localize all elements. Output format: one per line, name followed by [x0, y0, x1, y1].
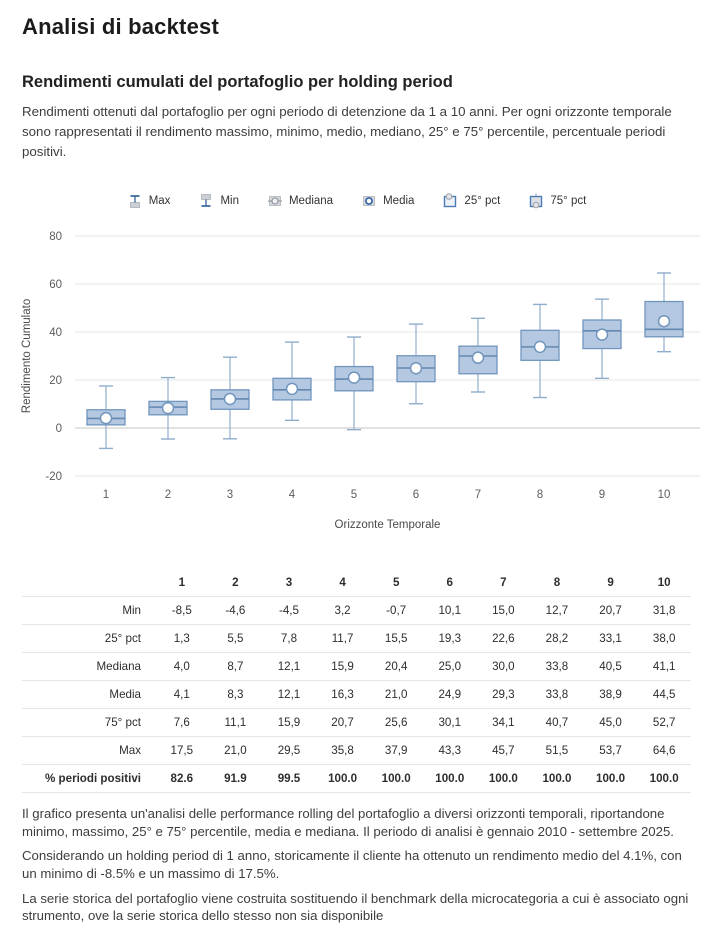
table-cell: 25,6 [369, 708, 423, 736]
table-cell: 12,1 [262, 652, 316, 680]
mean-marker [535, 341, 546, 352]
table-cell: 51,5 [530, 736, 584, 764]
table-cell: 38,9 [584, 680, 638, 708]
table-corner-cell [22, 568, 155, 597]
media-icon [361, 193, 377, 209]
table-cell: 100.0 [477, 764, 531, 792]
column-header: 5 [369, 568, 423, 597]
column-header: 2 [209, 568, 263, 597]
table-row [22, 708, 691, 736]
box-group-4 [273, 342, 311, 420]
table-row [22, 624, 691, 652]
legend-label: Media [383, 194, 415, 207]
table-cell: 15,5 [369, 624, 423, 652]
table-row [22, 680, 691, 708]
y-tick-label: 80 [49, 230, 62, 243]
x-tick-label: 9 [598, 488, 606, 501]
x-tick-label: 7 [474, 488, 482, 501]
table-cell: 31,8 [637, 596, 691, 624]
legend-label: 75° pct [550, 194, 587, 207]
x-tick-label: 4 [288, 488, 296, 501]
table-cell: 41,1 [637, 652, 691, 680]
table-cell: 20,7 [316, 708, 370, 736]
table-cell: 64,6 [637, 736, 691, 764]
legend-label: 25° pct [464, 194, 501, 207]
table-cell: 45,7 [477, 736, 531, 764]
table-cell: 17,5 [155, 736, 209, 764]
row-label: Media [22, 680, 155, 708]
boxplot-chart [0, 222, 713, 538]
table-cell: -0,7 [369, 596, 423, 624]
table-cell: 4,0 [155, 652, 209, 680]
table-cell: 15,9 [262, 708, 316, 736]
mean-marker [473, 352, 484, 363]
table-cell: 21,0 [369, 680, 423, 708]
table-cell: 11,1 [209, 708, 263, 736]
table-cell: 25,0 [423, 652, 477, 680]
table-row [22, 596, 691, 624]
table-cell: 28,2 [530, 624, 584, 652]
table-cell: 29,5 [262, 736, 316, 764]
table-cell: 99.5 [262, 764, 316, 792]
table-cell: 8,3 [209, 680, 263, 708]
mean-marker [597, 329, 608, 340]
mean-marker [411, 363, 422, 374]
table-cell: 30,0 [477, 652, 531, 680]
table-cell: 12,7 [530, 596, 584, 624]
table-cell: 15,9 [316, 652, 370, 680]
table-cell: 100.0 [316, 764, 370, 792]
x-tick-label: 5 [350, 488, 358, 501]
section-description: Rendimenti ottenuti dal portafoglio per ogni periodo di detenzione da 1 a 10 anni. Per ogni orizzonte temporale sono rappresentati il rendimento massimo, minimo, medio, mediano, 25° e 75° percentile, percentuale periodi positivi. [22, 104, 672, 159]
x-tick-label: 10 [657, 488, 671, 501]
table-cell: 35,8 [316, 736, 370, 764]
table-cell: 33,8 [530, 652, 584, 680]
footer-paragraph-analysis-period: Il grafico presenta un'analisi delle performance rolling del portafoglio a diversi orizzonti temporali, riportandone minimo, massimo, 25° e 75° percentile, media e mediana. Il periodo di analisi è gennaio 2010 - settembre 2025. [22, 805, 674, 839]
table-row [22, 764, 691, 792]
table-cell: 100.0 [423, 764, 477, 792]
mean-marker [349, 372, 360, 383]
x-tick-label: 8 [536, 488, 544, 501]
x-tick-label: 1 [102, 488, 110, 501]
table-row [22, 736, 691, 764]
mean-marker [225, 393, 236, 404]
table-cell: 44,5 [637, 680, 691, 708]
table-cell: 53,7 [584, 736, 638, 764]
page-title: Analisi di backtest [22, 14, 219, 39]
table-body [22, 596, 691, 792]
table-cell: 24,9 [423, 680, 477, 708]
table-cell: 29,3 [477, 680, 531, 708]
pct25-icon [442, 193, 458, 209]
table-cell: 19,3 [423, 624, 477, 652]
table-cell: 34,1 [477, 708, 531, 736]
table-cell: 4,1 [155, 680, 209, 708]
legend-item-pct25 [442, 193, 500, 209]
row-label: % periodi positivi [22, 764, 155, 792]
y-tick-label: 40 [49, 326, 62, 339]
box-group-5 [335, 337, 373, 430]
y-tick-label: 0 [55, 422, 62, 435]
legend-item-media [361, 193, 414, 209]
y-axis-title: Rendimento Cumulato [21, 298, 33, 414]
footer-paragraph-series-note: La serie storica del portafoglio viene costruita sostituendo il benchmark della microcategoria a cui è associato ogni strumento, ove la serie storica dello stesso non sia disponibile [22, 890, 689, 924]
x-tick-label: 2 [164, 488, 172, 501]
column-header: 8 [530, 568, 584, 597]
table-row [22, 652, 691, 680]
table-cell: 8,7 [209, 652, 263, 680]
section-title: Rendimenti cumulati del portafoglio per holding period [22, 73, 453, 91]
row-label: 25° pct [22, 624, 155, 652]
table-cell: 16,3 [316, 680, 370, 708]
table-cell: 15,0 [477, 596, 531, 624]
box-group-1 [87, 386, 125, 448]
max-icon [127, 193, 143, 209]
chart-legend [0, 192, 713, 210]
table-cell: 5,5 [209, 624, 263, 652]
table-cell: -4,6 [209, 596, 263, 624]
min-icon [198, 193, 214, 209]
legend-label: Mediana [288, 194, 334, 207]
box-group-6 [397, 324, 435, 404]
box-group-7 [459, 318, 497, 392]
legend-item-max [127, 193, 171, 209]
table-cell: 100.0 [369, 764, 423, 792]
table-cell: 10,1 [423, 596, 477, 624]
row-label: 75° pct [22, 708, 155, 736]
row-label: Min [22, 596, 155, 624]
legend-item-mediana [267, 193, 333, 209]
table-cell: 40,5 [584, 652, 638, 680]
table-cell: 30,1 [423, 708, 477, 736]
row-label: Mediana [22, 652, 155, 680]
table-cell: 7,6 [155, 708, 209, 736]
table-cell: 20,7 [584, 596, 638, 624]
table-header-row [22, 568, 691, 597]
footer-paragraph-holding-period: Considerando un holding period di 1 anno, storicamente il cliente ha ottenuto un rendimento medio del 4.1%, con un minimo di -8.5% e un massimo di 17.5%. [22, 848, 682, 881]
table-cell: 100.0 [530, 764, 584, 792]
statistics-table [22, 568, 691, 793]
box-group-8 [521, 304, 559, 397]
table-cell: 82.6 [155, 764, 209, 792]
table-cell: 11,7 [316, 624, 370, 652]
mean-marker [659, 316, 670, 327]
table-cell: 3,2 [316, 596, 370, 624]
table-cell: -8,5 [155, 596, 209, 624]
table-cell: 12,1 [262, 680, 316, 708]
row-label: Max [22, 736, 155, 764]
y-tick-label: -20 [45, 470, 62, 483]
column-header: 10 [637, 568, 691, 597]
table-cell: 22,6 [477, 624, 531, 652]
box-group-2 [149, 377, 187, 438]
column-header: 6 [423, 568, 477, 597]
mean-marker [287, 383, 298, 394]
pct75-icon [528, 193, 544, 209]
table-cell: 21,0 [209, 736, 263, 764]
table-cell: 33,8 [530, 680, 584, 708]
footer-notes [22, 805, 691, 940]
column-header: 4 [316, 568, 370, 597]
x-tick-label: 6 [412, 488, 420, 501]
column-header: 9 [584, 568, 638, 597]
box-group-3 [211, 357, 249, 439]
legend-item-pct75 [528, 193, 586, 209]
table-cell: 100.0 [584, 764, 638, 792]
column-header: 3 [262, 568, 316, 597]
legend-label: Max [148, 194, 171, 207]
table-cell: 33,1 [584, 624, 638, 652]
mean-marker [101, 412, 112, 423]
column-header: 7 [477, 568, 531, 597]
x-tick-label: 3 [226, 488, 234, 501]
table-cell: 43,3 [423, 736, 477, 764]
table-cell: 20,4 [369, 652, 423, 680]
box-group-9 [583, 299, 621, 378]
mediana-icon [267, 193, 283, 209]
legend-label: Min [220, 194, 239, 207]
table-cell: 37,9 [369, 736, 423, 764]
mean-marker [163, 402, 174, 413]
legend-item-min [198, 193, 239, 209]
table-cell: 40,7 [530, 708, 584, 736]
table-cell: 1,3 [155, 624, 209, 652]
box-group-10 [645, 273, 683, 352]
table-cell: -4,5 [262, 596, 316, 624]
table-cell: 91.9 [209, 764, 263, 792]
table-cell: 7,8 [262, 624, 316, 652]
y-tick-label: 60 [49, 278, 62, 291]
y-tick-label: 20 [49, 374, 62, 387]
table-cell: 100.0 [637, 764, 691, 792]
table-cell: 52,7 [637, 708, 691, 736]
table-cell: 38,0 [637, 624, 691, 652]
x-axis-title: Orizzonte Temporale [334, 518, 441, 531]
table-cell: 45,0 [584, 708, 638, 736]
column-header: 1 [155, 568, 209, 597]
